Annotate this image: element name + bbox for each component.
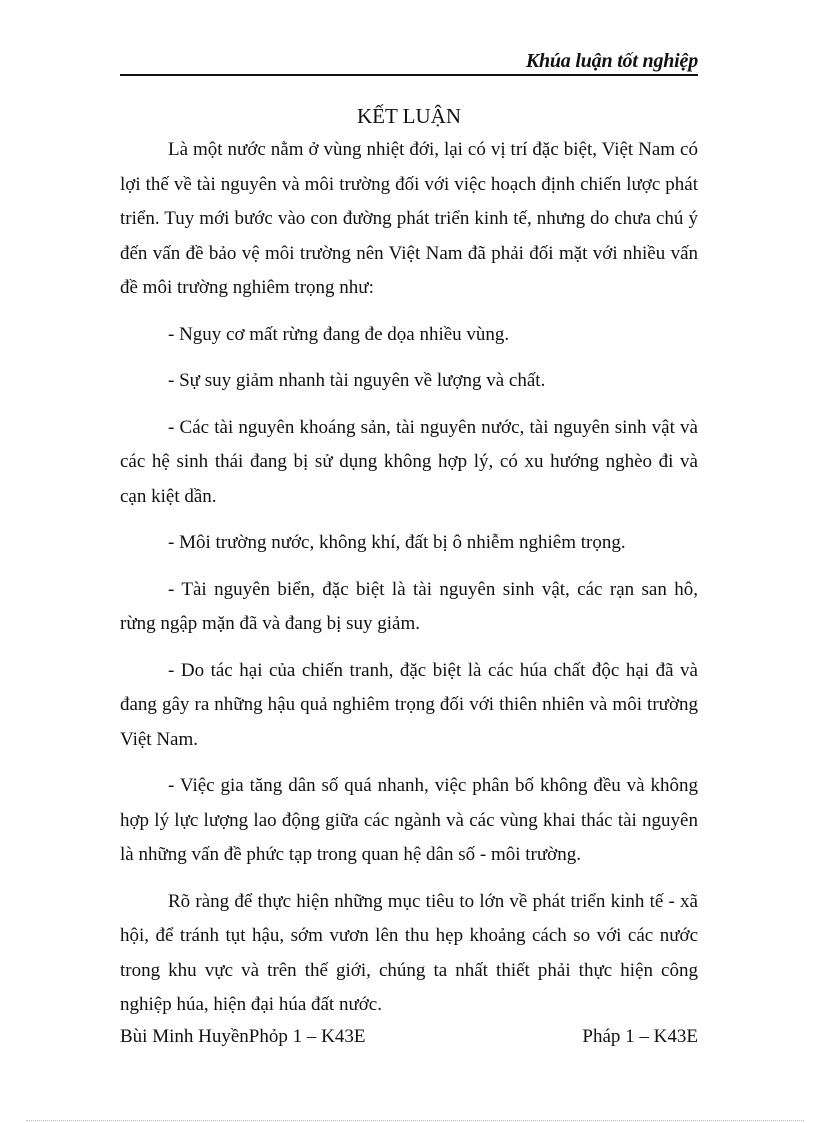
bullet-paragraph: - Nguy cơ mất rừng đang đe dọa nhiều vùng. bbox=[168, 323, 510, 345]
bullet-paragraph: - Việc gia tăng dân số quá nhanh, việc phân bố không đều và không hợp lý lực lượng lao động giữa các ngành và các vùng khai thác tài nguyên là những vấn đề phức tạp trong quan hệ dân số - môi trường. bbox=[120, 775, 698, 865]
bullet-paragraph: - Các tài nguyên khoáng sản, tài nguyên nước, tài nguyên sinh vật và các hệ sinh thái đang bị sử dụng không hợp lý, có xu hướng nghèo đi và cạn kiệt dần. bbox=[120, 416, 698, 507]
bullet-paragraph: - Sự suy giảm nhanh tài nguyên về lượng và chất. bbox=[168, 370, 546, 391]
footer-class: Pháp 1 – K43E bbox=[582, 1026, 698, 1047]
bullet-paragraph: - Môi trường nước, không khí, đất bị ô nhiễm nghiêm trọng. bbox=[168, 532, 626, 553]
page-footer bbox=[120, 1026, 698, 1052]
paragraph: Là một nước nằm ở vùng nhiệt đới, lại có vị trí đặc biệt, Việt Nam có lợi thế về tài nguyên và môi trường đối với việc hoạch định chiến lược phát triển. Tuy mới bước vào con đường phát triển kinh tế, nhưng do chưa chú ý đến vấn đề bảo vệ môi trường nên Việt Nam đã phải đối mặt với nhiều vấn đề môi trường nghiêm trọng như: bbox=[120, 139, 698, 298]
header-title: Khúa luận tốt nghiệp bbox=[525, 50, 698, 72]
footer-author: Bùi Minh HuyềnPhỏp 1 – K43E bbox=[120, 1026, 366, 1047]
page-header bbox=[120, 48, 698, 76]
paragraph: Rõ ràng để thực hiện những mục tiêu to lớn về phát triển kinh tế - xã hội, để tránh tụt hậu, sớm vươn lên thu hẹp khoảng cách so với các nước trong khu vực và trên thế giới, chúng ta nhất thiết phải thực hiện công nghiệp húa, hiện đại húa đất nước. bbox=[120, 890, 698, 1015]
page-bottom-divider bbox=[26, 1120, 804, 1121]
bullet-paragraph: - Do tác hại của chiến tranh, đặc biệt là các húa chất độc hại đã và đang gây ra những hậu quả nghiêm trọng đối với thiên nhiên và môi trường Việt Nam. bbox=[120, 659, 698, 750]
bullet-paragraph: - Tài nguyên biển, đặc biệt là tài nguyên sinh vật, các rạn san hô, rừng ngập mặn đã và đang bị suy giảm. bbox=[120, 578, 698, 634]
document-body bbox=[120, 133, 698, 1035]
page-title: KẾT LUẬN bbox=[356, 104, 461, 128]
